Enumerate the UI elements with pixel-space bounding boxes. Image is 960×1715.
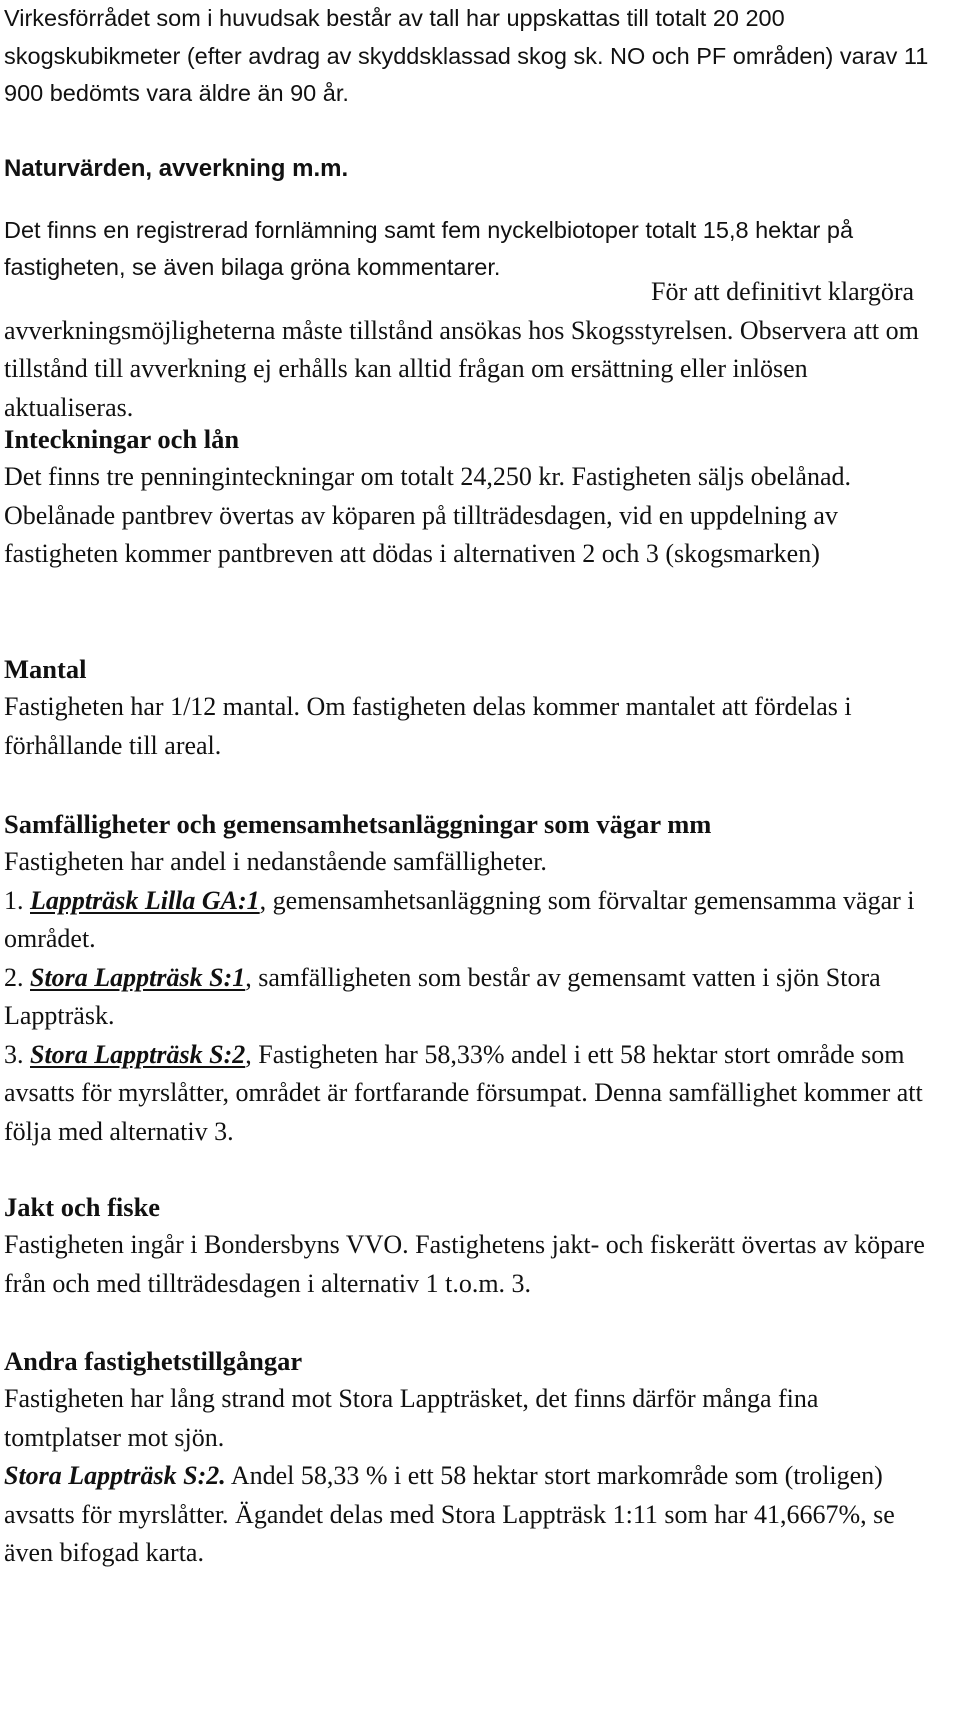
jakt-paragraph: Fastigheten ingår i Bondersbyns VVO. Fastighetens jakt- och fiskerätt övertas av köpare från och med tillträdesdagen i alternativ 1 t.o.m. 3. xyxy=(4,1230,925,1298)
naturvarden-text-serif: För att definitivt klargöra avverkningsmöjligheterna måste tillstånd ansökas hos Skogsstyrelsen. Observera att om tillstånd till avverkning ej erhålls kan alltid frågan om ersättning eller inlösen aktualiseras. xyxy=(4,277,919,422)
andra-paragraph xyxy=(4,1380,934,1573)
heading-samfalligheter: Samfälligheter och gemensamhetsanläggningar som vägar mm xyxy=(4,809,712,839)
list-item: 1. Lappträsk Lilla GA:1, gemensamhetsanläggning som förvaltar gemensamma vägar i området. xyxy=(4,885,915,953)
intro-paragraph: Virkesförrådet som i huvudsak består av tall har uppskattas till totalt 20 200 skogskubikmeter (efter avdrag av skyddsklassad skog sk. NO och PF områden) varav 11 900 bedömts vara äldre än 90 år. xyxy=(4,5,929,106)
heading-andra: Andra fastighetstillgångar xyxy=(4,1346,303,1376)
inteckningar-paragraph: Det finns tre penninginteckningar om totalt 24,250 kr. Fastigheten säljs obelånad. Obelånade pantbrev övertas av köparen på tillträdesdagen, vid en uppdelning av fastigheten kommer pantbreven att dödas i alternativen 2 och 3 (skogsmarken) xyxy=(4,462,851,568)
andra-text-2: Stora Lappträsk S:2. Andel 58,33 % i ett 58 hektar stort markområde som (troligen) avsatts för myrslåtter. Ägandet delas med Stora Lappträsk 1:11 som har 41,6667%, se även bifogad karta. xyxy=(4,1461,895,1567)
list-item: 2. Stora Lappträsk S:1, samfälligheten som består av gemensamt vatten i sjön Stora Lappträsk. xyxy=(4,962,881,1030)
naturvarden-paragraph xyxy=(4,188,934,453)
heading-naturvarden: Naturvärden, avverkning m.m. xyxy=(4,155,349,182)
samfalligheter-list xyxy=(4,843,934,1151)
samfallighet-name: Stora Lappträsk S:1 xyxy=(30,962,246,992)
andra-name: Stora Lappträsk S:2. xyxy=(4,1461,226,1490)
heading-jakt: Jakt och fiske xyxy=(4,1192,161,1222)
samfallighet-name: Stora Lappträsk S:2 xyxy=(30,1039,246,1069)
list-item: 3. Stora Lappträsk S:2, Fastigheten har 58,33% andel i ett 58 hektar stort område som avsatts för myrslåtter, området är fortfarande försumpat. Denna samfällighet kommer att följa med alternativ 3. xyxy=(4,1039,923,1146)
samfalligheter-intro: Fastigheten har andel i nedanstående samfälligheter. xyxy=(4,847,547,876)
naturvarden-text-sans: Det finns en registrerad fornlämning samt fem nyckelbiotoper totalt 15,8 hektar på fastigheten, se även bilaga gröna kommentarer. xyxy=(4,216,854,280)
heading-inteckningar: Inteckningar och lån xyxy=(4,424,240,454)
andra-text: Fastigheten har lång strand mot Stora Lappträsket, det finns därför många fina tomtplatser mot sjön. xyxy=(4,1384,819,1452)
samfallighet-name: Lappträsk Lilla GA:1 xyxy=(30,885,260,915)
mantal-paragraph: Fastigheten har 1/12 mantal. Om fastigheten delas kommer mantalet att fördelas i förhållande till areal. xyxy=(4,692,852,760)
heading-mantal: Mantal xyxy=(4,654,87,684)
